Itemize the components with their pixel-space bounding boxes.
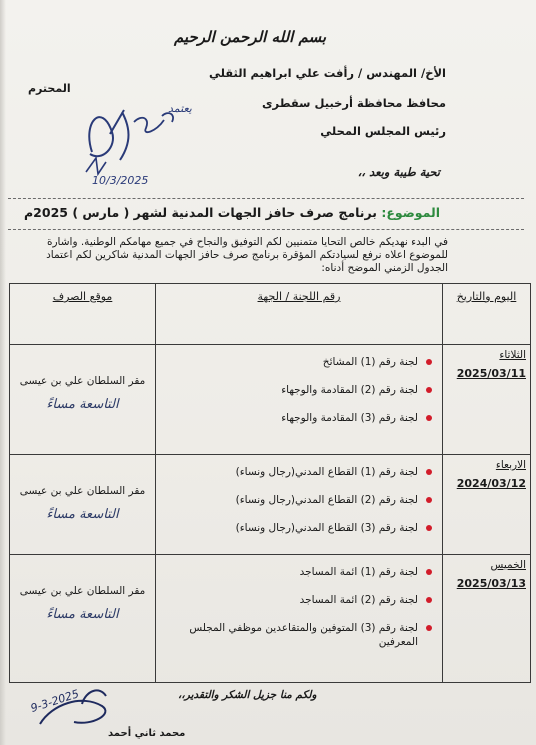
list-item: لجنة رقم (1) المشائخ [160,355,432,369]
committee-cell [156,345,443,455]
subject-text: برنامج صرف حافز الجهات المدنية لشهر ( مارس ) 2025م [24,205,377,220]
approval-signature [72,92,192,187]
recipient-line: الأخ/ المهندس / رأفت علي ابراهيم الثقلي [208,66,446,80]
day-label: الخميس [490,559,526,571]
location-cell [10,345,156,455]
day-label: الثلاثاء [499,349,526,361]
day-label: الاربعاء [495,459,526,471]
timing-handwritten: التاسعة مساءً [46,397,119,412]
date-label: 2025/03/13 [456,577,526,590]
recipient-council: رئيس المجلس المحلي [320,124,446,138]
bismillah: بسم الله الرحمن الرحيم [173,28,327,46]
timing-handwritten: التاسعة مساءً [46,607,119,622]
venue-label: مقر السلطان علي بن عيسى [19,485,146,497]
greeting: تحية طيبة وبعد ،، [357,165,440,179]
list-item: لجنة رقم (2) المقادمة والوجهاء [160,383,432,397]
venue-label: مقر السلطان علي بن عيسى [19,375,146,387]
table-row [10,455,531,555]
day-date-cell [443,345,531,455]
committee-cell [156,455,443,555]
date-label: 2025/03/11 [456,367,526,380]
header-location: موقع الصرف [10,284,156,345]
committee-cell [156,555,443,683]
closing-line: ولكم منا جزيل الشكر والتقدير،، [178,689,317,701]
table-header-row [10,284,531,345]
list-item: لجنة رقم (1) ائمة المساجد [160,565,432,579]
list-item: لجنة رقم (1) القطاع المدني(رجال ونساء) [160,465,432,479]
schedule-table [9,283,531,683]
day-date-cell [443,555,531,683]
timing-handwritten: التاسعة مساءً [46,507,119,522]
approval-note: يعتمد [168,102,192,115]
sign-date: 9-3-2025 [29,687,81,715]
header-committee: رقم اللجنة / الجهة [156,284,443,345]
day-date-cell [443,455,531,555]
date-label: 2024/03/12 [456,477,526,490]
recipient-title: محافظ محافظة أرخبيل سقطرى [262,96,446,110]
venue-label: مقر السلطان علي بن عيسى [19,585,146,597]
signer-name: محمد ثاني أحمد [108,728,186,739]
location-cell [10,455,156,555]
list-item: لجنة رقم (3) القطاع المدني(رجال ونساء) [160,521,432,535]
respected-label: المحترم [28,82,71,95]
sender-signature [22,664,142,736]
subject-label: الموضوع: [381,205,440,220]
page-edge-shadow [0,0,6,745]
intro-paragraph: في البدء نهديكم خالص التحايا متمنيين لكم التوفيق والنجاح في جميع مهامكم الوطنية. واشارة للموضوع اعلاه نرفع لسيادتكم المؤقرة برنامج صرف حافز الجهات المدنية شاكرين لكم اعتماد الجدول الزمني الموضح أدناه: [46,236,448,274]
header-day-date: اليوم والتاريخ [443,284,531,345]
list-item: لجنة رقم (3) المقادمة والوجهاء [160,411,432,425]
list-item: لجنة رقم (2) ائمة المساجد [160,593,432,607]
table-row [10,345,531,455]
approval-date: 10/3/2025 [92,174,149,187]
list-item: لجنة رقم (2) القطاع المدني(رجال ونساء) [160,493,432,507]
list-item: لجنة رقم (3) المتوفين والمتقاعدين موظفي المجلس المعرفين [160,621,432,649]
subject-line [24,205,440,220]
